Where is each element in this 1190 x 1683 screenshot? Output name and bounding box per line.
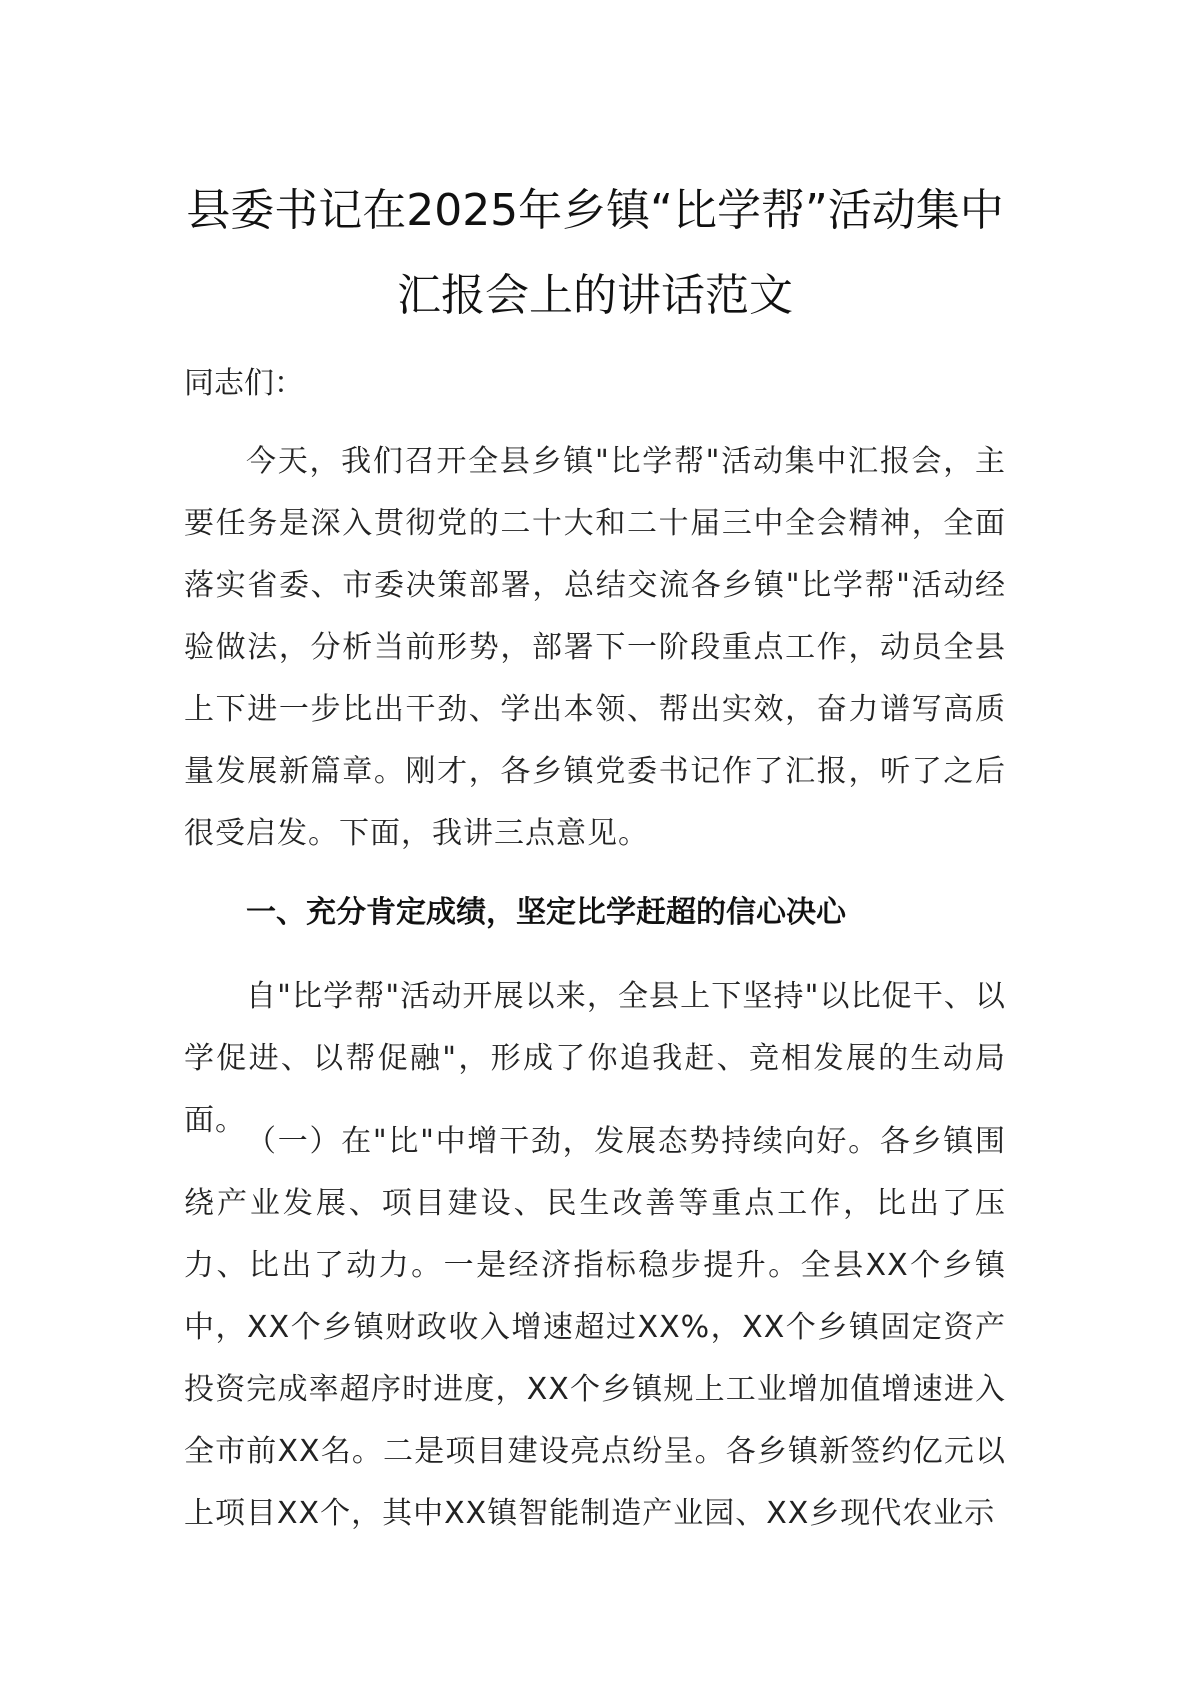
salutation: 同志们：: [184, 366, 304, 401]
paragraph-intro: 今天，我们召开全县乡镇"比学帮"活动集中汇报会，主要任务是深入贯彻党的二十大和二十届三中全会精神，全面落实省委、市委决策部署，总结交流各乡镇"比学帮"活动经验做法，分析当前形势，部署下一阶段重点工作，动员全县上下进一步比出干劲、学出本领、帮出实效，奋力谱写高质量发展新篇章。刚才，各乡镇党委书记作了汇报，听了之后很受启发。下面，我讲三点意见。: [184, 444, 1006, 851]
paragraph-section-intro: 自"比学帮"活动开展以来，全县上下坚持"以比促干、以学促进、以帮促融"，形成了你追我赶、竞相发展的生动局面。: [184, 979, 1006, 1138]
section-heading-1: 一、充分肯定成绩，坚定比学赶超的信心决心: [246, 895, 846, 930]
document-title: 县委书记在2025年乡镇“比学帮”活动集中汇报会上的讲话范文: [186, 185, 1004, 321]
paragraph-subsection-1: （一）在"比"中增干劲，发展态势持续向好。各乡镇围绕产业发展、项目建设、民生改善等重点工作，比出了压力、比出了动力。一是经济指标稳步提升。全县XX个乡镇中，XX个乡镇财政收入增速超过XX%，XX个乡镇固定资产投资完成率超序时进度，XX个乡镇规上工业增加值增速进入全市前XX名。二是项目建设亮点纷呈。各乡镇新签约亿元以上项目XX个，其中XX镇智能制造产业园、XX乡现代农业示: [184, 1124, 1006, 1531]
